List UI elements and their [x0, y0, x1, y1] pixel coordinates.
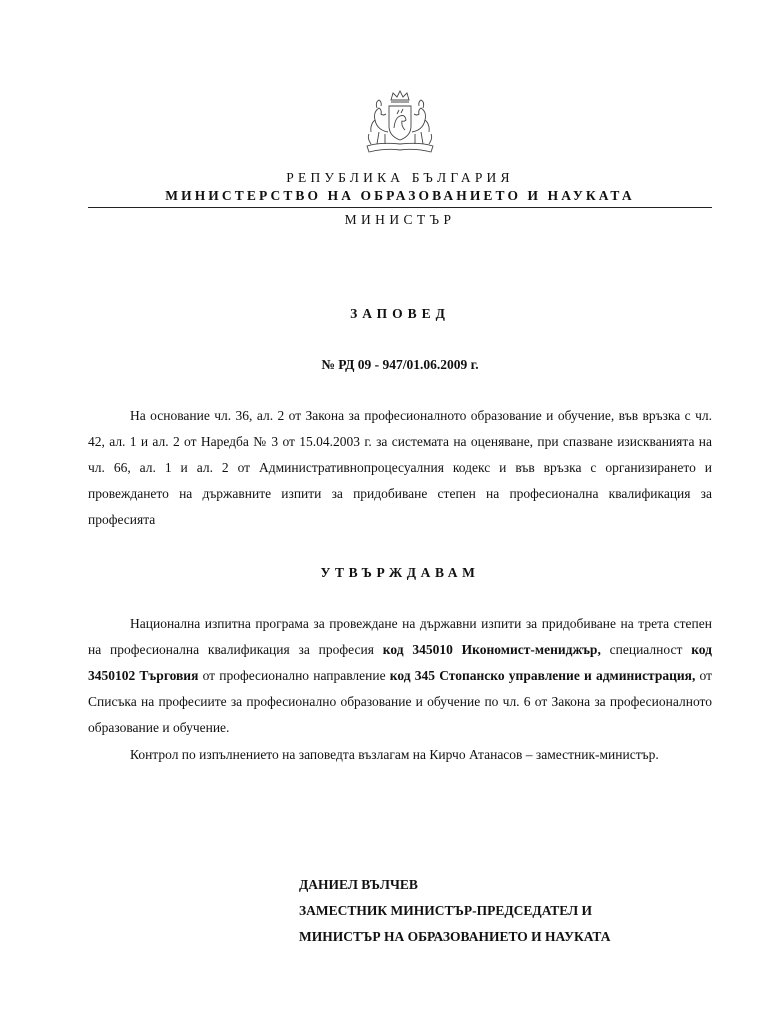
ministry-heading: МИНИСТЕРСТВО НА ОБРАЗОВАНИЕТО И НАУКАТА [165, 188, 635, 203]
basis-paragraph: На основание чл. 36, ал. 2 от Закона за професионалното образование и обучение, във връзка с чл. 42, ал. 1 и ал. 2 от Наредба № 3 от 15.04.2003 г. за системата на оценяване, при спазване изискванията на чл. 66, ал. 1 и ал. 2 от Административнопроцесуалния кодекс и във връзка с организирането и провеждането на държавните изпити за придобиване степен на професионална квалификация за професията [88, 408, 712, 527]
minister-heading: МИНИСТЪР [344, 212, 456, 227]
program-text-1: Национална изпитна програма за провеждане на държавни изпити за придобиване на трета степен на професионална квалификация за професия [88, 616, 712, 657]
specialty-code: код 3450102 Търговия [88, 642, 712, 683]
approve-heading: УТВЪРЖДАВАМ [320, 565, 480, 580]
order-title: ЗАПОВЕД [350, 306, 450, 321]
signatory-name: ДАНИЕЛ ВЪЛЧЕВ [299, 877, 418, 892]
program-paragraph [88, 611, 712, 741]
order-number: № РД 09 - 947/01.06.2009 г. [321, 357, 479, 372]
bulgarian-coat-of-arms-icon [355, 88, 445, 158]
program-text-2: специалност [600, 642, 692, 657]
republic-heading: РЕПУБЛИКА БЪЛГАРИЯ [286, 170, 514, 185]
header-divider [88, 207, 712, 208]
control-paragraph: Контрол по изпълнението на заповедта възлагам на Кирчо Атанасов – заместник-министър. [130, 747, 659, 762]
profession-code: код 345010 Икономист-мениджър, [382, 642, 601, 657]
field-code: код 345 Стопанско управление и администрация, [389, 668, 696, 683]
program-text-3: от професионално направление [198, 668, 390, 683]
signatory-position-1: ЗАМЕСТНИК МИНИСТЪР-ПРЕДСЕДАТЕЛ И [299, 903, 593, 918]
signatory-position-2: МИНИСТЪР НА ОБРАЗОВАНИЕТО И НАУКАТА [299, 929, 611, 944]
program-text-4: от Списъка на професиите за професионално образование и обучение по чл. 6 от Закона за професионалното образование и обучение. [88, 668, 713, 735]
